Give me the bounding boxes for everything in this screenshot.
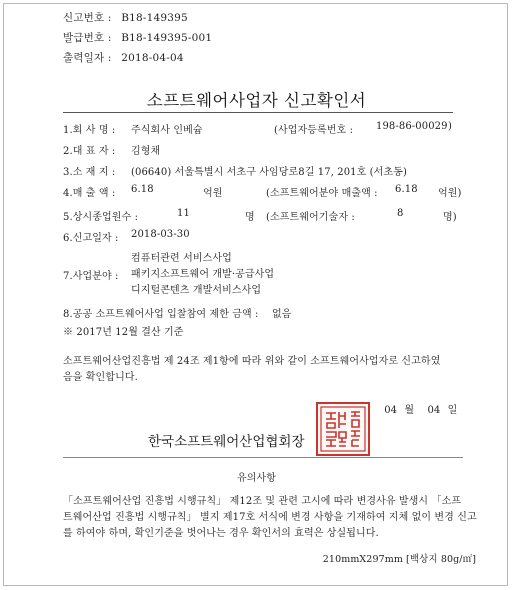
- notice-line: 를 하여야 하며, 확인기준을 벗어나는 경우 확인서의 효력은 상실됩니다.: [63, 528, 379, 539]
- bid-limit-label: 8.공공 소프트웨어사업 입찰참여 제한 금액 :: [63, 309, 259, 320]
- sw-tech-label: (소프트웨어기술자 :: [266, 212, 355, 223]
- employees-label: 5.상시종업원수 :: [63, 212, 139, 223]
- date-month-label: 월: [404, 405, 415, 416]
- date-day-label: 일: [447, 405, 458, 416]
- report-date-value: 2018-03-30: [131, 229, 190, 240]
- date-day: 04: [427, 405, 441, 416]
- company-label: 1.회 사 명 :: [63, 125, 116, 136]
- notice-line: 트웨어산업 진흥법 시행규칙」 별지 제17호 서식에 변경 사항을 기재하여 지체 없이 변경 신고: [63, 512, 477, 523]
- sw-sales-label: (소프트웨어분야 매출액 :: [266, 188, 378, 199]
- notice-divider: [63, 457, 463, 458]
- bizno-value: 198-86-00029: [376, 121, 448, 132]
- issue-number-label: 발급번호 :: [63, 32, 112, 44]
- paper-size-note: 210mmX297mm [백상지 80g/㎡]: [322, 554, 476, 565]
- bizno-label: (사업자등록번호 :: [274, 125, 354, 136]
- statement-line: 음을 확인합니다.: [63, 372, 138, 383]
- settlement-note: ※ 2017년 12월 결산 기준: [63, 327, 184, 338]
- address-value: (06640) 서울특별시 서초구 사임당로8길 17, 201호 (서초동): [131, 167, 407, 178]
- sw-tech-unit: 명): [443, 212, 457, 223]
- sw-sales-unit: 억원): [438, 188, 462, 199]
- print-date: 2018-04-04: [121, 52, 184, 64]
- seal-pattern-icon: [318, 404, 368, 454]
- statement-line: 소프트웨어산업진흥법 제 24조 제1항에 따라 위와 같이 소프트웨어사업자로 신고하였: [63, 356, 441, 367]
- company-name: 주식회사 인베슘: [131, 125, 203, 136]
- report-number-label: 신고번호 :: [63, 12, 112, 24]
- sales-unit: 억원: [203, 188, 223, 199]
- employees-value: 11: [177, 208, 190, 219]
- bizno-close: ): [448, 121, 453, 132]
- field-item: 컴퓨터관련 서비스사업: [131, 253, 232, 264]
- report-number-row: [63, 10, 188, 25]
- print-date-label: 출력일자 :: [63, 52, 112, 64]
- issuer-name: 한국소프트웨어산업협회장: [148, 434, 305, 450]
- field-item: 패키지소프트웨어 개발·공급사업: [131, 269, 275, 280]
- report-date-label: 6.신고일자 :: [63, 233, 119, 244]
- sales-label: 4.매 출 액 :: [63, 188, 116, 199]
- date-month: 04: [384, 405, 398, 416]
- notice-line: 「소프트웨어산업 진흥법 시행규칙」 제12조 및 관련 고시에 따라 변경사유 발생시 「소프: [63, 496, 462, 507]
- document-title: 소프트웨어사업자 신고확인서: [146, 91, 367, 110]
- issue-number: B18-149395-001: [121, 32, 213, 44]
- address-label: 3.소 재 지 :: [63, 167, 116, 178]
- issue-number-row: [63, 30, 212, 45]
- ceo-name: 김형채: [131, 146, 161, 157]
- report-number: B18-149395: [121, 12, 188, 24]
- official-seal-stamp: [316, 402, 370, 456]
- ceo-label: 2.대 표 자 :: [63, 146, 116, 157]
- employees-unit: 명: [245, 212, 255, 223]
- field-item: 디지털콘텐츠 개발서비스사업: [131, 285, 262, 296]
- field-label: 7.사업분야 :: [63, 271, 119, 282]
- sw-tech-value: 8: [397, 208, 404, 219]
- print-date-row: [63, 50, 184, 65]
- sw-sales-value: 6.18: [395, 184, 418, 195]
- title-divider: [63, 112, 453, 113]
- notice-title: 유의사항: [236, 473, 277, 484]
- sales-value: 6.18: [131, 184, 154, 195]
- bid-limit-value: 없음: [272, 309, 292, 320]
